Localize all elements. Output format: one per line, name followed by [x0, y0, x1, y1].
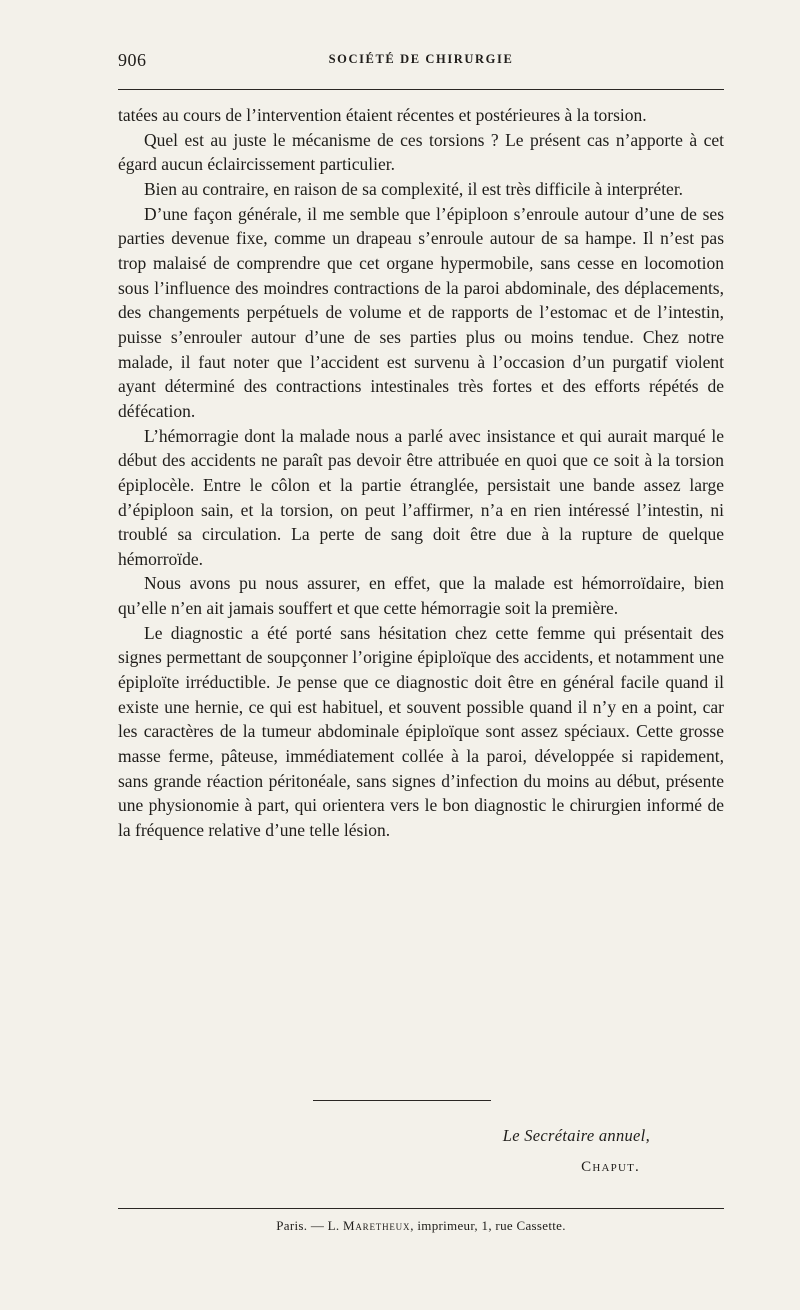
- section-rule: [313, 1100, 491, 1101]
- signature-title: Le Secrétaire annuel,: [502, 1126, 650, 1145]
- printer-imprint: [118, 1218, 724, 1234]
- paragraph: D’une façon générale, il me semble que l’épiploon s’enroule autour d’une de ses parties devenue fixe, comme un drapeau s’enroule autour de sa hampe. Il n’est pas trop malaisé de comprendre que cet organe hypermobile, sans cesse en locomotion sous l’influence des moindres contractions de la paroi abdominale, des déplacements, des changements perpétuels de volume et de rapports de l’estomac et de l’intestin, puisse s’enrouler autour d’une de ses parties plus ou moins tendue. Chez notre malade, il faut noter que l’accident est survenu à l’occasion d’un purgatif violent ayant déterminé des contractions intestinales très fortes et des efforts répétés de défécation.: [118, 203, 724, 421]
- imprint-prefix: Paris. — L.: [276, 1218, 344, 1233]
- page-header: [118, 50, 724, 74]
- paragraph: Nous avons pu nous assurer, en effet, que la malade est hémorroïdaire, bien qu’elle n’en ait jamais souffert et que cette hémorragie soit la première.: [118, 573, 724, 619]
- paragraph: tatées au cours de l’intervention étaient récentes et postérieures à la torsion.: [118, 105, 647, 125]
- running-head: SOCIÉTÉ DE CHIRURGIE: [328, 52, 514, 66]
- footer-rule: [118, 1208, 724, 1209]
- paragraph: L’hémorragie dont la malade nous a parlé avec insistance et qui aurait marqué le début des accidents ne paraît pas devoir être attribuée en quoi que ce soit à la torsion épiplocèle. Entre le côlon et la partie étranglée, persistait une bande assez large d’épiploon sain, et la torsion, on peut l’affirmer, n’a en rien intéressé l’intestin, ni troublé sa circulation. La perte de sang doit être due à la rupture de quelque hémorroïde.: [118, 425, 724, 569]
- signature-name: Chaput.: [581, 1159, 640, 1175]
- paragraph: Bien au contraire, en raison de sa complexité, il est très difficile à interpréter.: [144, 178, 684, 199]
- page-number: 906: [118, 50, 147, 70]
- imprint-printer: Maretheux: [343, 1218, 411, 1233]
- paragraph: Le diagnostic a été porté sans hésitation chez cette femme qui présentait des signes permettant de soupçonner l’origine épiploïque des accidents, et notamment une épiploïte irréductible. Je pense que ce diagnostic doit être en général facile quand il existe une hernie, ce qui est habituel, et souvent possible quand il n’y en a point, car les caractères de la tumeur abdominale épiploïque sont assez spéciaux. Cette grosse masse ferme, pâteuse, immédiatement collée à la paroi, développée si rapidement, sans grande réaction péritonéale, sans signes d’infection du moins au début, présente une physionomie à part, qui orientera vers le bon diagnostic le chirurgien informé de la fréquence relative d’une telle lésion.: [118, 622, 724, 841]
- paragraph: Quel est au juste le mécanisme de ces torsions ? Le présent cas n’apporte à cet égard aucun éclaircissement particulier.: [118, 129, 724, 175]
- header-rule: [118, 89, 724, 90]
- body-text: [118, 103, 724, 843]
- imprint-suffix: , imprimeur, 1, rue Cassette.: [410, 1218, 566, 1233]
